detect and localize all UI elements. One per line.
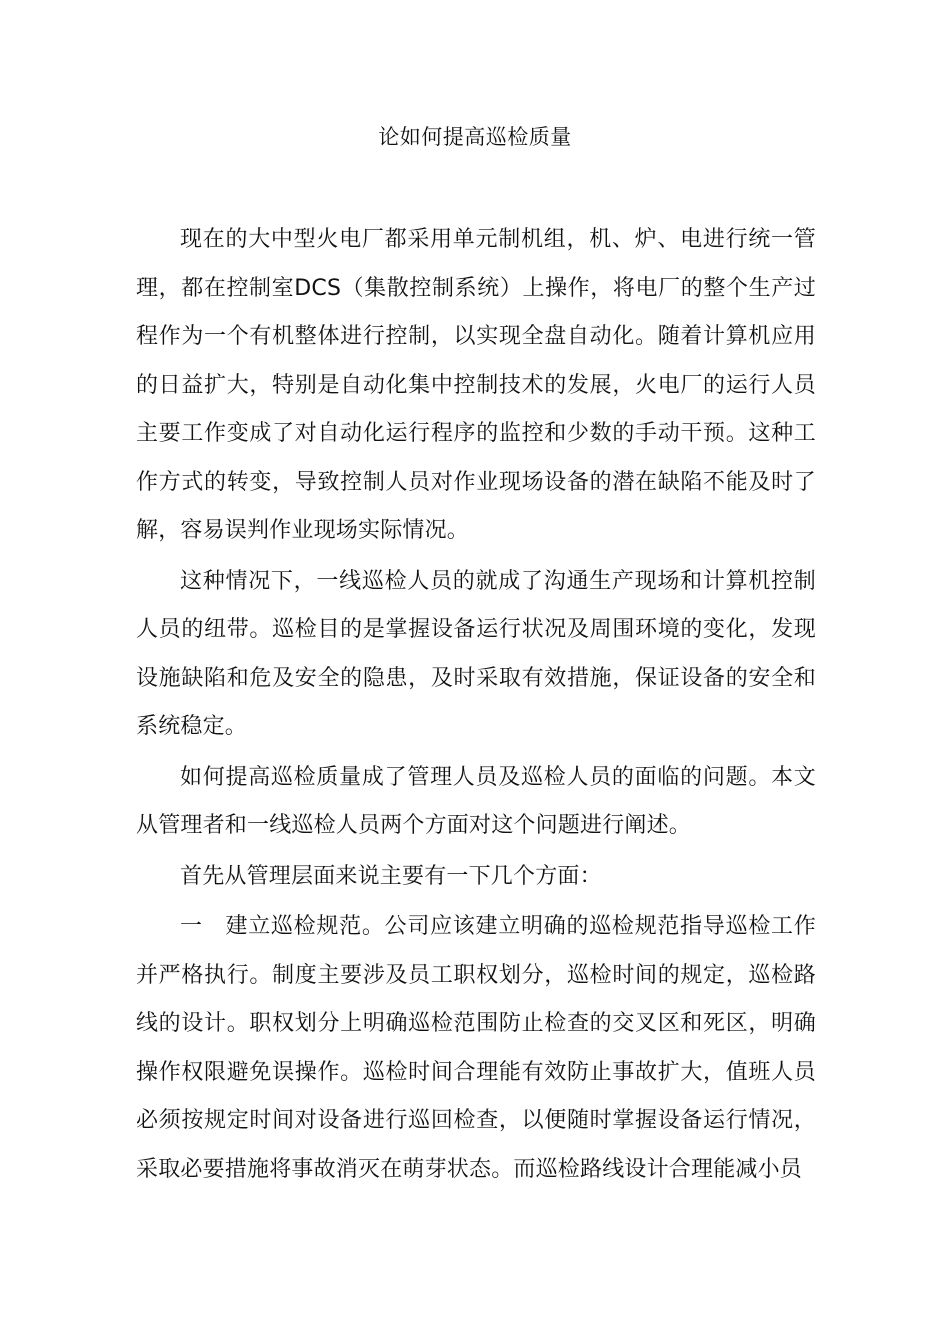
paragraph-inspection-standards: 一 建立巡检规范。公司应该建立明确的巡检规范指导巡检工作并严格执行。制度主要涉及员工职权划分，巡检时间的规定，巡检路线的设计。职权划分上明确巡检范围防止检查的交叉区和死区，明确操作权限避免误操作。巡检时间合理能有效防止事故扩大，值班人员必须按规定时间对设备进行巡回检查，以便随时掌握设备运行情况，采取必要措施将事故消灭在萌芽状态。而巡检路线设计合理能减小员 [136, 914, 816, 1182]
paragraph-management-aspects: 首先从管理层面来说主要有一下几个方面： [180, 863, 602, 889]
paragraph-problem-statement: 如何提高巡检质量成了管理人员及巡检人员的面临的问题。本文从管理者和一线巡检人员两个方面对这个问题进行阐述。 [136, 764, 816, 838]
paragraph-intro: 现在的大中型火电厂都采用单元制机组，机、炉、电进行统一管理，都在控制室DCS（集散控制系统）上操作，将电厂的整个生产过程作为一个有机整体进行控制，以实现全盘自动化。随着计算机应用的日益扩大，特别是自动化集中控制技术的发展，火电厂的运行人员主要工作变成了对自动化运行程序的监控和少数的手动干预。这种工作方式的转变，导致控制人员对作业现场设备的潜在缺陷不能及时了解，容易误判作业现场实际情况。 [136, 227, 816, 543]
document-title: 论如何提高巡检质量 [378, 125, 572, 149]
document-body [136, 216, 816, 1196]
paragraph-inspector-role: 这种情况下，一线巡检人员的就成了沟通生产现场和计算机控制人员的纽带。巡检目的是掌握设备运行状况及周围环境的变化，发现设施缺陷和危及安全的隐患，及时采取有效措施，保证设备的安全和系统稳定。 [136, 568, 816, 739]
